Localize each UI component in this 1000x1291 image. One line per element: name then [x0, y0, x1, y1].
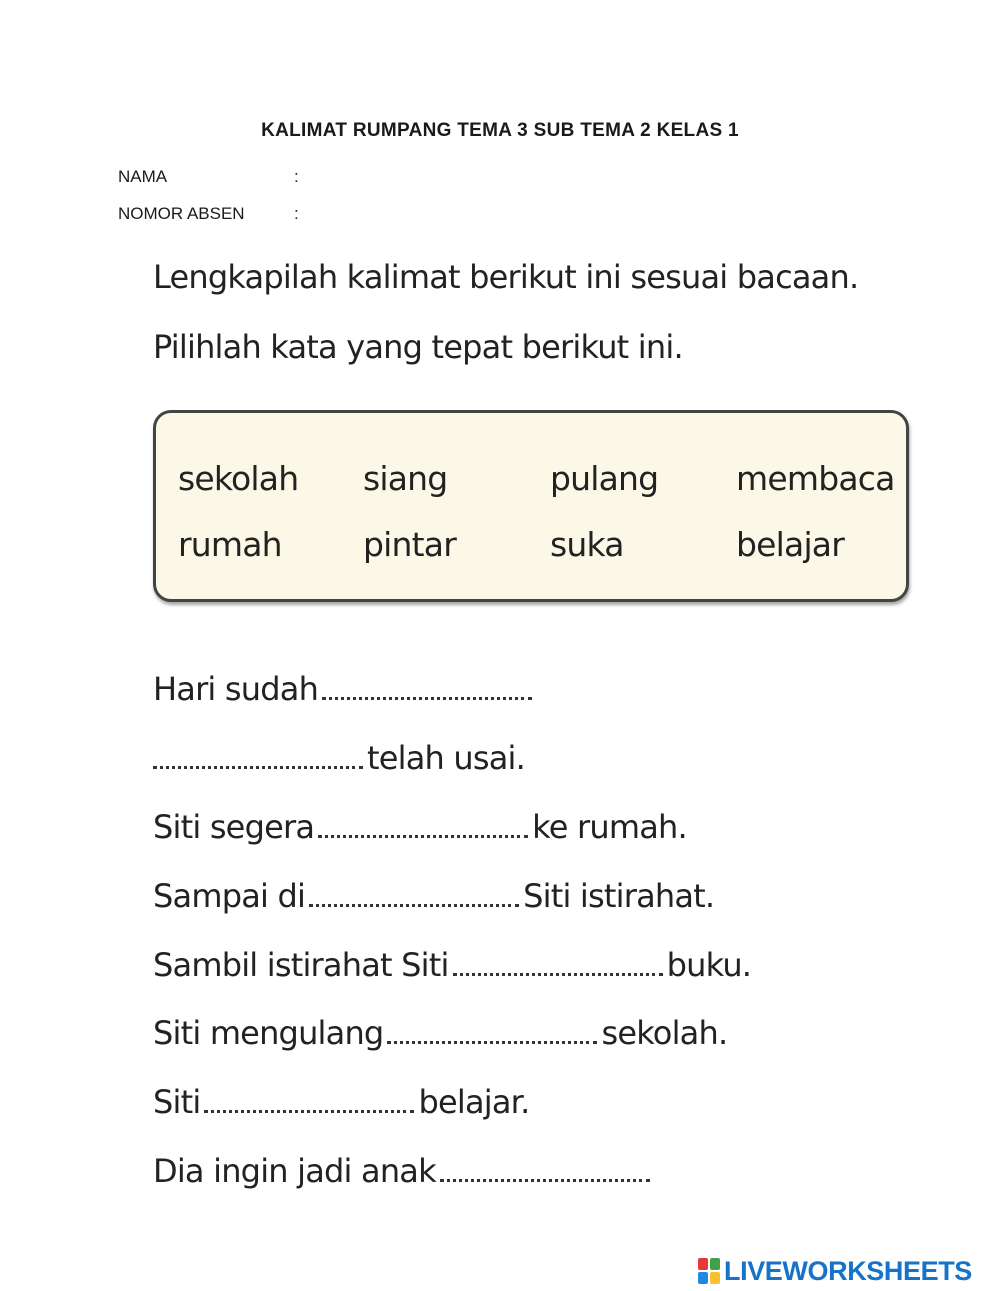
sentence-text-before: Siti mengulang: [153, 1014, 384, 1052]
sentence-text-before: Hari sudah: [153, 670, 319, 708]
sentence-5: [153, 946, 751, 984]
answer-blank[interactable]: [318, 813, 528, 838]
sentence-text-after: sekolah.: [601, 1014, 728, 1052]
word-bank-item: suka: [550, 525, 624, 564]
sentence-text-before: Siti: [153, 1083, 201, 1121]
liveworksheets-brand: [698, 1256, 972, 1286]
answer-blank[interactable]: [322, 675, 532, 700]
answer-blank[interactable]: [440, 1157, 650, 1182]
sentence-2: [153, 739, 525, 777]
word-bank-item: rumah: [178, 525, 282, 564]
answer-blank[interactable]: [309, 882, 519, 907]
sentence-6: [153, 1014, 727, 1052]
instruction-line-2: Pilihlah kata yang tepat berikut ini.: [153, 328, 683, 366]
word-bank-item: sekolah: [178, 459, 299, 498]
answer-blank[interactable]: [153, 744, 363, 769]
sentence-text-after: belajar.: [418, 1083, 530, 1121]
sentence-text-before: Dia ingin jadi anak: [153, 1152, 436, 1190]
sentence-text-before: Siti segera: [153, 808, 315, 846]
answer-blank[interactable]: [453, 951, 663, 976]
word-bank-item: siang: [363, 459, 448, 498]
sentence-4: [153, 877, 714, 915]
sentence-text-after: telah usai.: [367, 739, 526, 777]
word-bank-item: membaca: [736, 459, 895, 498]
name-label: NAMA: [118, 167, 168, 186]
sentence-8: [153, 1152, 654, 1190]
liveworksheets-logo-icon: [698, 1258, 720, 1284]
sentence-text-after: Siti istirahat.: [523, 877, 715, 915]
sentence-3: [153, 808, 687, 846]
absen-separator: :: [294, 204, 299, 223]
sentence-text-after: buku.: [666, 946, 752, 984]
instruction-line-1: Lengkapilah kalimat berikut ini sesuai bacaan.: [153, 258, 859, 296]
word-bank-item: pintar: [363, 525, 456, 564]
word-bank: [153, 410, 909, 602]
answer-blank[interactable]: [204, 1088, 414, 1113]
absen-label: NOMOR ABSEN: [118, 204, 245, 223]
sentence-text-before: Sampai di: [153, 877, 306, 915]
sentence-1: [153, 670, 536, 708]
sentence-text-after: ke rumah.: [532, 808, 687, 846]
name-separator: :: [294, 167, 299, 186]
worksheet-title: KALIMAT RUMPANG TEMA 3 SUB TEMA 2 KELAS 1: [261, 120, 739, 141]
name-field: [118, 167, 299, 187]
absen-field: [118, 204, 299, 224]
answer-blank[interactable]: [387, 1019, 597, 1044]
brand-name: LIVEWORKSHEETS: [724, 1255, 972, 1286]
word-bank-item: belajar: [736, 525, 844, 564]
sentence-7: [153, 1083, 529, 1121]
word-bank-item: pulang: [550, 459, 659, 498]
sentence-text-before: Sambil istirahat Siti: [153, 946, 449, 984]
